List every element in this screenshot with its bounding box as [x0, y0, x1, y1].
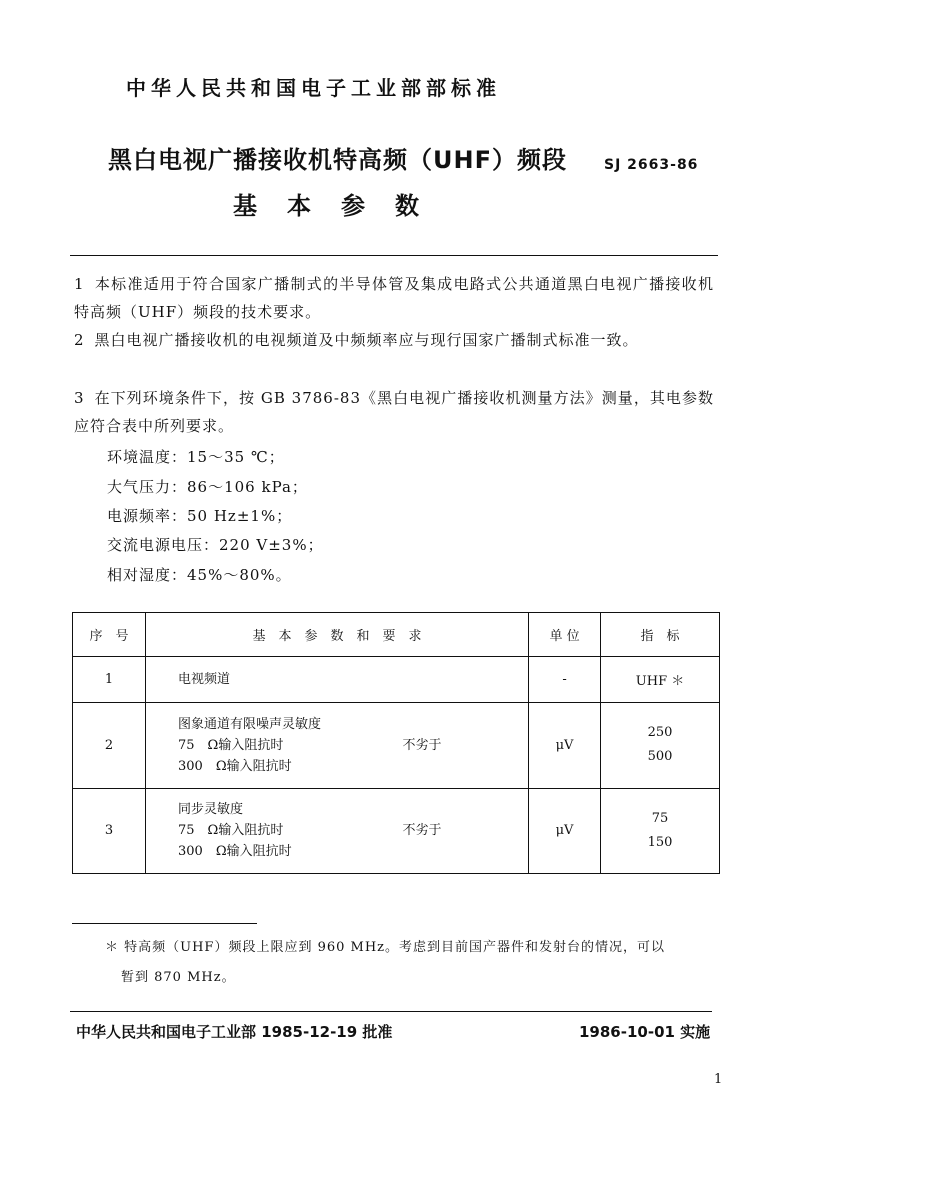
footnote-line: 暂到 870 MHz。	[121, 970, 236, 985]
row-condition	[403, 703, 529, 788]
doc-code: SJ 2663-86	[604, 157, 699, 173]
header-param: 基 本 参 数 和 要 求	[146, 613, 529, 657]
row-unit: -	[529, 657, 601, 703]
row-unit: μV	[529, 788, 601, 873]
row-condition	[403, 788, 529, 873]
clause-3	[74, 384, 714, 440]
condition-voltage: 交流电源电压：220 V±3%；	[107, 536, 324, 554]
row-unit: μV	[529, 703, 601, 788]
org-header: 中华人民共和国电子工业部部标准	[126, 76, 501, 100]
footnote-rule	[72, 923, 257, 924]
condition-temperature: 环境温度：15～35 ℃；	[107, 448, 285, 466]
table-row	[73, 657, 720, 703]
clause-number: 1	[74, 275, 85, 293]
footer-rule	[70, 1011, 712, 1012]
header-rule	[70, 255, 718, 256]
condition-pressure: 大气压力：86～106 kPa；	[107, 478, 308, 496]
row-param	[146, 788, 403, 873]
condition-text: 不劣于	[402, 737, 442, 753]
page-number: 1	[714, 1072, 723, 1087]
condition-frequency: 电源频率：50 Hz±1%；	[107, 507, 293, 525]
spec-value-75: 250	[647, 725, 673, 741]
row-no: 3	[73, 788, 146, 873]
row-spec: UHF ＊	[601, 657, 720, 703]
doc-title: 黑白电视广播接收机特高频（UHF）频段	[108, 146, 567, 174]
spec-value-300: 150	[647, 834, 673, 850]
clause-text: 在下列环境条件下，按 GB 3786-83《黑白电视广播接收机测量方法》测量，其电参数应符合表中所列要求。	[74, 389, 714, 435]
doc-subtitle: 基本参数	[233, 192, 449, 220]
clause-1	[74, 270, 714, 326]
header-unit: 单 位	[529, 613, 601, 657]
parameter-table	[72, 612, 720, 874]
param-sub-300: 300 Ω输入阻抗时	[178, 844, 292, 860]
row-param	[146, 703, 403, 788]
param-sub-300: 300 Ω输入阻抗时	[178, 758, 292, 774]
clause-number: 3	[74, 389, 85, 407]
row-spec	[601, 788, 720, 873]
header-spec: 指 标	[601, 613, 720, 657]
effective-date: 1986-10-01 实施	[579, 1023, 711, 1041]
spec-value-75: 75	[651, 810, 669, 826]
table-row	[73, 703, 720, 788]
clause-number: 2	[74, 331, 85, 349]
table-header-row	[73, 613, 720, 657]
param-name: 图象通道有限噪声灵敏度	[178, 716, 322, 732]
row-no: 2	[73, 703, 146, 788]
spec-value-300: 500	[647, 749, 673, 765]
table-row	[73, 788, 720, 873]
header-no: 序 号	[73, 613, 146, 657]
clause-text: 本标准适用于符合国家广播制式的半导体管及集成电路式公共通道黑白电视广播接收机特高频（UHF）频段的技术要求。	[74, 275, 714, 321]
row-param: 电视频道	[146, 657, 529, 703]
approval-date: 中华人民共和国电子工业部 1985-12-19 批准	[76, 1023, 393, 1041]
footnote-line: ＊ 特高频（UHF）频段上限应到 960 MHz。考虑到目前国产器件和发射台的情况，可以	[105, 940, 666, 955]
clause-2	[74, 326, 714, 354]
clause-text: 黑白电视广播接收机的电视频道及中频频率应与现行国家广播制式标准一致。	[94, 331, 639, 349]
condition-humidity: 相对湿度：45%～80%。	[107, 566, 292, 584]
row-spec	[601, 703, 720, 788]
row-no: 1	[73, 657, 146, 703]
footnote	[105, 933, 715, 993]
condition-text: 不劣于	[402, 823, 442, 839]
param-sub-75: 75 Ω输入阻抗时	[178, 737, 284, 753]
param-sub-75: 75 Ω输入阻抗时	[178, 823, 284, 839]
param-name: 同步灵敏度	[178, 802, 244, 818]
